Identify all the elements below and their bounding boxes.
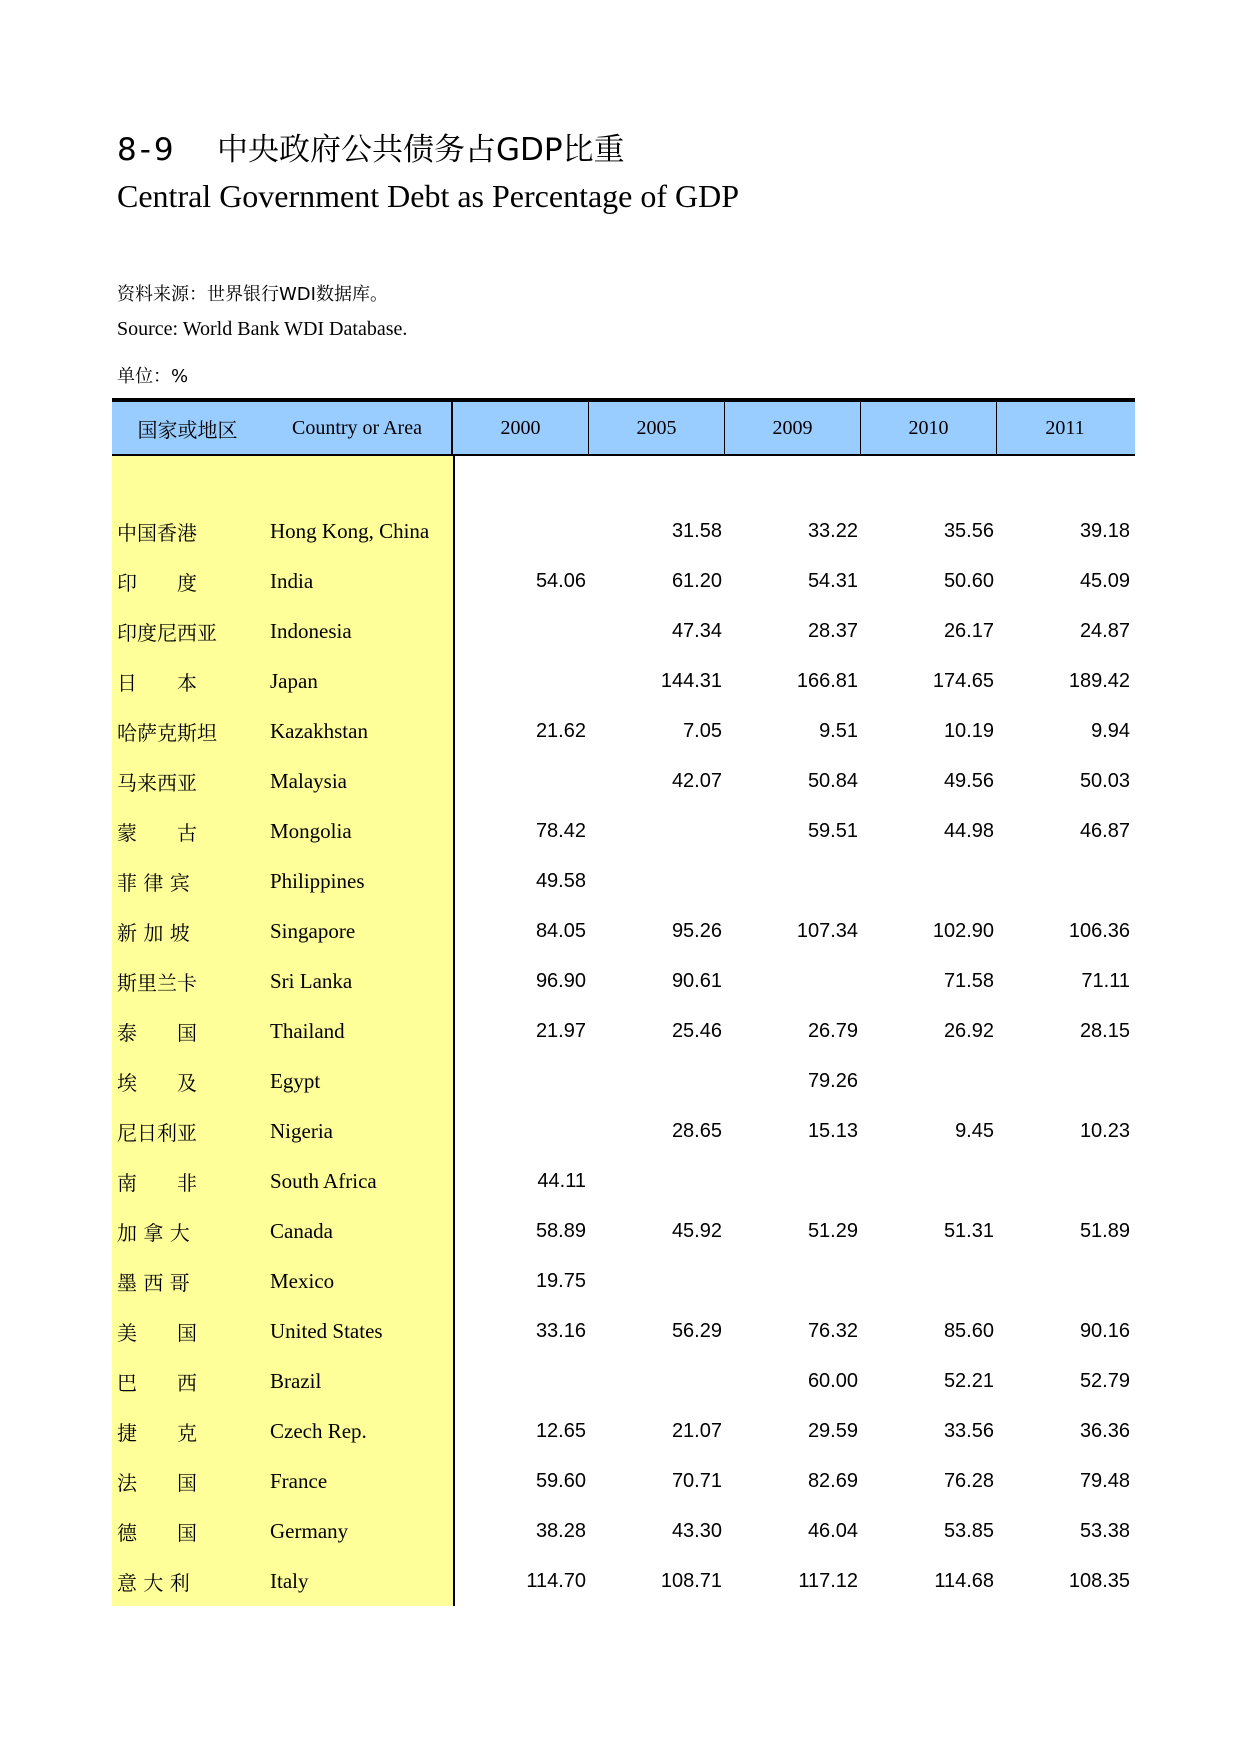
header-cn-name: 国家或地区 [137, 419, 238, 442]
row-name-en: Nigeria [270, 1118, 333, 1143]
value-cell: 44.11 [537, 1169, 586, 1192]
row-name-cn: 菲 律 宾 [117, 870, 190, 895]
value-cell: 174.65 [932, 669, 994, 692]
value-cell: 51.31 [943, 1219, 994, 1242]
value-cell: 107.34 [796, 919, 858, 942]
value-cell: 25.46 [671, 1019, 722, 1042]
table-row [112, 706, 1135, 756]
value-cell: 50.60 [943, 569, 994, 592]
value-cell: 28.15 [1079, 1019, 1130, 1042]
row-name-en: United States [270, 1318, 383, 1343]
table-row [112, 1556, 1135, 1606]
value-cell: 29.59 [807, 1419, 858, 1442]
value-cell: 82.69 [807, 1469, 858, 1492]
header-year-2010: 2010 [861, 402, 997, 454]
value-cell: 60.00 [807, 1369, 858, 1392]
value-cell: 114.70 [526, 1569, 586, 1592]
value-cell: 53.38 [1079, 1519, 1130, 1542]
value-cell: 90.16 [1079, 1319, 1130, 1342]
table-row [112, 1406, 1135, 1456]
row-name-cn: 日 本 [117, 670, 197, 695]
value-cell: 12.65 [535, 1419, 586, 1442]
value-cell: 42.07 [671, 769, 722, 792]
value-cell: 166.81 [796, 669, 858, 692]
value-cell: 76.28 [943, 1469, 994, 1492]
value-cell: 19.75 [535, 1269, 586, 1292]
table-row [112, 1356, 1135, 1406]
value-cell: 53.85 [943, 1519, 994, 1542]
row-name-en: Czech Rep. [270, 1418, 367, 1443]
value-cell: 59.60 [535, 1469, 586, 1492]
header-year-2011: 2011 [1045, 416, 1085, 439]
value-cell: 70.71 [671, 1469, 722, 1492]
value-cell: 78.42 [535, 819, 586, 842]
table-row [112, 606, 1135, 656]
row-name-en: Mexico [270, 1268, 335, 1293]
value-cell: 51.29 [807, 1219, 858, 1242]
row-name-cn: 墨 西 哥 [117, 1270, 190, 1295]
table-row [112, 1306, 1135, 1356]
data-table [112, 398, 1135, 1606]
row-name-en: Hong Kong, China [270, 518, 430, 543]
row-name-cn: 美 国 [117, 1320, 197, 1345]
value-cell: 108.35 [1068, 1569, 1130, 1592]
table-row [112, 1256, 1135, 1306]
row-name-cn: 捷 克 [117, 1420, 197, 1445]
value-cell: 45.09 [1079, 569, 1130, 592]
value-cell: 10.19 [943, 719, 994, 742]
table-number: 8-9 [117, 132, 177, 168]
value-cell: 71.58 [943, 969, 994, 992]
row-name-cn: 埃 及 [117, 1070, 197, 1095]
table-row [112, 1206, 1135, 1256]
table-row [112, 1456, 1135, 1506]
value-cell: 58.89 [535, 1219, 586, 1242]
row-name-en: South Africa [270, 1168, 377, 1193]
table-row [112, 506, 1135, 556]
value-cell: 26.92 [943, 1019, 994, 1042]
value-cell: 49.58 [535, 869, 586, 892]
row-name-cn: 马来西亚 [117, 770, 197, 795]
title-english: Central Government Debt as Percentage of GDP [117, 178, 740, 214]
row-name-cn: 巴 西 [117, 1370, 197, 1395]
table-row [112, 856, 1135, 906]
value-cell: 46.04 [807, 1519, 858, 1542]
value-cell: 15.13 [807, 1119, 858, 1142]
value-cell: 7.05 [683, 719, 722, 742]
row-name-cn: 哈萨克斯坦 [117, 720, 217, 745]
row-name-cn: 尼日利亚 [117, 1120, 197, 1145]
table-row [112, 556, 1135, 606]
row-name-en: Germany [270, 1518, 349, 1543]
table-row [112, 1506, 1135, 1556]
value-cell: 95.26 [671, 919, 722, 942]
table-row [112, 1056, 1135, 1106]
header-year-2000: 2000 [453, 402, 589, 454]
row-name-en: Indonesia [270, 618, 352, 643]
value-cell: 61.20 [671, 569, 722, 592]
value-cell: 84.05 [535, 919, 586, 942]
row-name-cn: 加 拿 大 [117, 1220, 190, 1245]
value-cell: 114.68 [934, 1569, 994, 1592]
value-cell: 56.29 [671, 1319, 722, 1342]
row-name-en: India [270, 568, 314, 593]
value-cell: 46.87 [1079, 819, 1130, 842]
table-row [112, 756, 1135, 806]
row-name-cn: 意 大 利 [117, 1570, 190, 1595]
value-cell: 21.62 [535, 719, 586, 742]
value-cell: 90.61 [671, 969, 722, 992]
row-name-en: Sri Lanka [270, 968, 353, 993]
value-cell: 71.11 [1081, 969, 1130, 992]
value-cell: 33.22 [807, 519, 858, 542]
value-cell: 59.51 [807, 819, 858, 842]
value-cell: 106.36 [1068, 919, 1130, 942]
table-header [112, 398, 1135, 456]
row-name-cn: 新 加 坡 [117, 920, 190, 945]
row-name-cn: 斯里兰卡 [117, 970, 197, 995]
row-name-en: Singapore [270, 918, 356, 943]
value-cell: 33.16 [535, 1319, 586, 1342]
value-cell: 79.48 [1079, 1469, 1130, 1492]
row-name-en: France [270, 1468, 328, 1493]
unit-label: 单位：% [117, 366, 189, 387]
value-cell: 36.36 [1079, 1419, 1130, 1442]
row-name-en: Malaysia [270, 768, 347, 793]
row-name-cn: 印度尼西亚 [117, 620, 217, 645]
value-cell: 38.28 [535, 1519, 586, 1542]
row-name-cn: 南 非 [117, 1170, 197, 1195]
row-name-cn: 法 国 [117, 1470, 197, 1495]
value-cell: 50.84 [807, 769, 858, 792]
header-en-name: Country or Area [263, 402, 453, 454]
table-row [112, 906, 1135, 956]
header-year-2005: 2005 [589, 402, 725, 454]
value-cell: 85.60 [943, 1319, 994, 1342]
row-name-en: Brazil [270, 1368, 322, 1393]
value-cell: 45.92 [671, 1219, 722, 1242]
value-cell: 43.30 [671, 1519, 722, 1542]
table-row [112, 656, 1135, 706]
row-name-en: Mongolia [270, 818, 352, 843]
row-name-cn: 蒙 古 [117, 820, 197, 845]
value-cell: 10.23 [1079, 1119, 1130, 1142]
value-cell: 26.17 [943, 619, 994, 642]
value-cell: 96.90 [535, 969, 586, 992]
table-body [112, 456, 1135, 1606]
value-cell: 76.32 [807, 1319, 858, 1342]
value-cell: 102.90 [932, 919, 994, 942]
value-cell: 52.79 [1079, 1369, 1130, 1392]
table-row [112, 1006, 1135, 1056]
value-cell: 50.03 [1079, 769, 1130, 792]
value-cell: 49.56 [943, 769, 994, 792]
value-cell: 21.97 [535, 1019, 586, 1042]
title-chinese [117, 124, 625, 169]
value-cell: 26.79 [807, 1019, 858, 1042]
value-cell: 35.56 [943, 519, 994, 542]
source-note-english: Source: World Bank WDI Database. [117, 318, 408, 340]
row-name-en: Japan [270, 668, 318, 693]
value-cell: 28.65 [671, 1119, 722, 1142]
value-cell: 28.37 [807, 619, 858, 642]
value-cell: 54.06 [535, 569, 586, 592]
value-cell: 108.71 [660, 1569, 722, 1592]
table-row [112, 956, 1135, 1006]
row-name-cn: 泰 国 [117, 1020, 197, 1045]
value-cell: 9.51 [819, 719, 858, 742]
row-name-en: Egypt [270, 1068, 321, 1093]
value-cell: 52.21 [943, 1369, 994, 1392]
value-cell: 54.31 [807, 569, 858, 592]
value-cell: 9.45 [955, 1119, 994, 1142]
value-cell: 47.34 [671, 619, 722, 642]
row-name-en: Thailand [270, 1018, 345, 1043]
value-cell: 144.31 [660, 669, 722, 692]
table-row [112, 1106, 1135, 1156]
row-name-cn: 德 国 [117, 1520, 197, 1545]
row-name-cn: 中国香港 [117, 520, 197, 545]
row-name-cn: 印 度 [117, 570, 197, 595]
row-name-en: Canada [270, 1218, 333, 1243]
value-cell: 24.87 [1079, 619, 1130, 642]
value-cell: 117.12 [798, 1569, 858, 1592]
value-cell: 9.94 [1091, 719, 1130, 742]
value-cell: 44.98 [943, 819, 994, 842]
value-cell: 33.56 [943, 1419, 994, 1442]
row-name-en: Italy [270, 1568, 309, 1593]
row-name-en: Philippines [270, 868, 365, 893]
header-year-2009: 2009 [725, 402, 861, 454]
value-cell: 31.58 [671, 519, 722, 542]
value-cell: 39.18 [1079, 519, 1130, 542]
value-cell: 79.26 [807, 1069, 858, 1092]
table-row [112, 1156, 1135, 1206]
source-note-chinese: 资料来源：世界银行WDI数据库。 [117, 284, 388, 305]
row-name-en: Kazakhstan [270, 718, 368, 743]
title-cn-text: 中央政府公共债务占GDP比重 [217, 132, 625, 168]
value-cell: 51.89 [1079, 1219, 1130, 1242]
value-cell: 21.07 [671, 1419, 722, 1442]
table-row [112, 806, 1135, 856]
value-cell: 189.42 [1068, 669, 1130, 692]
